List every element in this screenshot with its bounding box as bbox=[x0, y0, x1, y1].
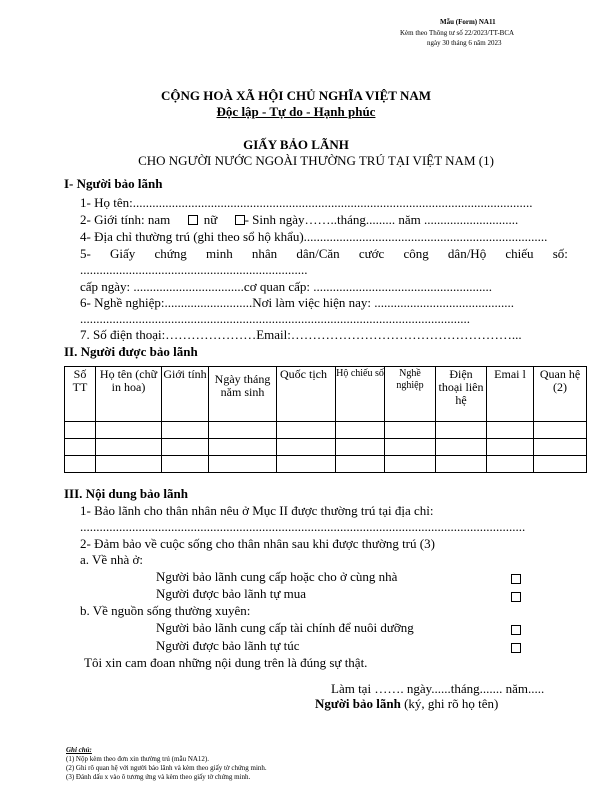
table-cell[interactable] bbox=[436, 422, 487, 439]
col-header: Nghề nghiệp bbox=[385, 367, 436, 422]
table-cell[interactable] bbox=[162, 422, 209, 439]
section3-heading: III. Nội dung bảo lãnh bbox=[64, 486, 188, 501]
table-cell[interactable] bbox=[487, 422, 534, 439]
beneficiary-table bbox=[64, 366, 587, 473]
declaration: Tôi xin cam đoan những nội dung trên là đúng sự thật. bbox=[84, 655, 368, 670]
id-word: chiếu bbox=[505, 246, 534, 261]
housing-option-1: Người bảo lãnh cung cấp hoặc cho ở cùng nhà bbox=[156, 569, 398, 584]
col-header: Quan hệ (2) bbox=[534, 367, 587, 422]
table-cell[interactable] bbox=[385, 456, 436, 473]
table-cell[interactable] bbox=[534, 456, 587, 473]
id-word: chứng bbox=[154, 246, 187, 261]
table-cell[interactable] bbox=[385, 439, 436, 456]
footnotes bbox=[66, 746, 267, 782]
gender-line bbox=[80, 212, 518, 228]
checkbox-livelihood-1-icon[interactable] bbox=[511, 625, 521, 635]
id-word: minh bbox=[205, 246, 233, 261]
id-word: nhân bbox=[251, 246, 278, 261]
id-word: cước bbox=[358, 246, 385, 261]
table-cell[interactable] bbox=[96, 439, 162, 456]
id-word: công bbox=[403, 246, 429, 261]
id-word: 5- bbox=[80, 246, 91, 261]
table-row bbox=[65, 422, 587, 439]
table-cell[interactable] bbox=[209, 456, 277, 473]
table-cell[interactable] bbox=[162, 439, 209, 456]
table-header-row bbox=[65, 367, 587, 422]
table-cell[interactable] bbox=[277, 439, 336, 456]
note-2: (2) Ghi rõ quan hệ với người bảo lãnh và kèm theo giấy tờ chứng minh. bbox=[66, 764, 267, 772]
form-date: ngày 30 tháng 6 năm 2023 bbox=[427, 39, 502, 47]
checkbox-female-icon[interactable] bbox=[235, 215, 245, 225]
signature-block bbox=[315, 696, 498, 712]
checkbox-male-icon[interactable] bbox=[188, 215, 198, 225]
id-document-line bbox=[80, 246, 568, 262]
col-header: Hộ chiếu số bbox=[336, 367, 385, 422]
col-header: Họ tên (chữ in hoa) bbox=[96, 367, 162, 422]
issue-line: cấp ngày: ..................................cơ quan cấp: ....................................................... bbox=[80, 279, 492, 294]
id-word: dân/Căn bbox=[296, 246, 340, 261]
id-word: dân/Hộ bbox=[447, 246, 487, 261]
signer-title: Người bảo lãnh bbox=[315, 696, 401, 711]
table-row bbox=[65, 456, 587, 473]
housing-option-2: Người được bảo lãnh tự mua bbox=[156, 586, 307, 601]
note-3: (3) Đánh dấu x vào ô tương ứng và kèm theo giấy tờ chứng minh. bbox=[66, 773, 251, 781]
notes-heading: Ghi chú: bbox=[66, 746, 92, 754]
col-header: Điện thoại liên hệ bbox=[436, 367, 487, 422]
col-header: Emai l bbox=[487, 367, 534, 422]
note-1: (1) Nộp kèm theo đơn xin thường trú (mẫu NA12). bbox=[66, 755, 210, 763]
residence-address-line: 1- Bảo lãnh cho thân nhân nêu ở Mục II được thường trú tại địa chỉ: bbox=[80, 503, 434, 518]
table-cell[interactable] bbox=[487, 456, 534, 473]
table-cell[interactable] bbox=[436, 456, 487, 473]
table-cell[interactable] bbox=[65, 456, 96, 473]
housing-label: a. Về nhà ở: bbox=[80, 552, 143, 567]
nation-title: CỘNG HOÀ XÃ HỘI CHỦ NGHĨA VIỆT NAM bbox=[160, 88, 432, 103]
id-word: Giấy bbox=[110, 246, 136, 261]
gender-female-label: nữ bbox=[203, 212, 218, 227]
checkbox-livelihood-2-icon[interactable] bbox=[511, 643, 521, 653]
residence-address-dots: ......................................................................................................................................... bbox=[80, 519, 526, 534]
col-header: Giới tính bbox=[162, 367, 209, 422]
living-guarantee-line: 2- Đảm bảo về cuộc sống cho thân nhân sau khi được thường trú (3) bbox=[80, 536, 435, 551]
dob-line: - Sinh ngày……..tháng......... năm ............................. bbox=[244, 212, 519, 227]
doc-subtitle: CHO NGƯỜI NƯỚC NGOÀI THƯỜNG TRÚ TẠI VIỆT NAM (1) bbox=[138, 153, 494, 168]
table-cell[interactable] bbox=[162, 456, 209, 473]
table-cell[interactable] bbox=[336, 422, 385, 439]
form-code: Mẫu (Form) NA11 bbox=[440, 18, 496, 26]
nation-motto: Độc lập - Tự do - Hạnh phúc bbox=[216, 104, 376, 119]
gender-male-label: 2- Giới tính: nam bbox=[80, 212, 171, 227]
col-header: Ngày tháng năm sinh bbox=[209, 367, 277, 422]
form-reference: Kèm theo Thông tư số 22/2023/TT-BCA bbox=[400, 29, 515, 37]
guarantor-name-line: 1- Họ tên:........................................................................................................................... bbox=[80, 195, 533, 210]
table-cell[interactable] bbox=[277, 456, 336, 473]
address-line: 4- Địa chỉ thường trú (ghi theo sổ hộ khẩu)........................................................................... bbox=[80, 229, 548, 244]
table-cell[interactable] bbox=[209, 422, 277, 439]
table-cell[interactable] bbox=[336, 456, 385, 473]
table-cell[interactable] bbox=[209, 439, 277, 456]
table-cell[interactable] bbox=[96, 456, 162, 473]
table-cell[interactable] bbox=[534, 422, 587, 439]
id-word: số: bbox=[552, 246, 568, 261]
col-header: Quốc tịch bbox=[277, 367, 336, 422]
table-cell[interactable] bbox=[436, 439, 487, 456]
col-header: Số TT bbox=[65, 367, 96, 422]
occupation-line: 6- Nghề nghiệp:...........................Nơi làm việc hiện nay: ........................................... bbox=[80, 295, 515, 310]
phone-email-line: 7. Số điện thoại:…………………Email:……………………………………………... bbox=[80, 327, 522, 342]
section2-heading: II. Người được bảo lãnh bbox=[64, 344, 198, 359]
workplace-dots: ........................................................................................................................ bbox=[80, 311, 470, 326]
table-cell[interactable] bbox=[96, 422, 162, 439]
id-number-dots: ...................................................................... bbox=[80, 262, 308, 277]
table-cell[interactable] bbox=[336, 439, 385, 456]
checkbox-housing-2-icon[interactable] bbox=[511, 592, 521, 602]
table-cell[interactable] bbox=[385, 422, 436, 439]
table-cell[interactable] bbox=[487, 439, 534, 456]
doc-title: GIẤY BẢO LÃNH bbox=[243, 137, 349, 152]
table-row bbox=[65, 439, 587, 456]
table-cell[interactable] bbox=[534, 439, 587, 456]
signer-note: (ký, ghi rõ họ tên) bbox=[404, 696, 499, 711]
livelihood-option-2: Người được bảo lãnh tự túc bbox=[156, 638, 300, 653]
table-cell[interactable] bbox=[277, 422, 336, 439]
table-cell[interactable] bbox=[65, 439, 96, 456]
livelihood-label: b. Về nguồn sống thường xuyên: bbox=[80, 603, 251, 618]
livelihood-option-1: Người bảo lãnh cung cấp tài chính để nuôi dưỡng bbox=[156, 620, 414, 635]
place-date-line: Làm tại ……. ngày......tháng....... năm..... bbox=[331, 681, 545, 696]
section1-heading: I- Người bảo lãnh bbox=[64, 176, 163, 191]
checkbox-housing-1-icon[interactable] bbox=[511, 574, 521, 584]
table-cell[interactable] bbox=[65, 422, 96, 439]
